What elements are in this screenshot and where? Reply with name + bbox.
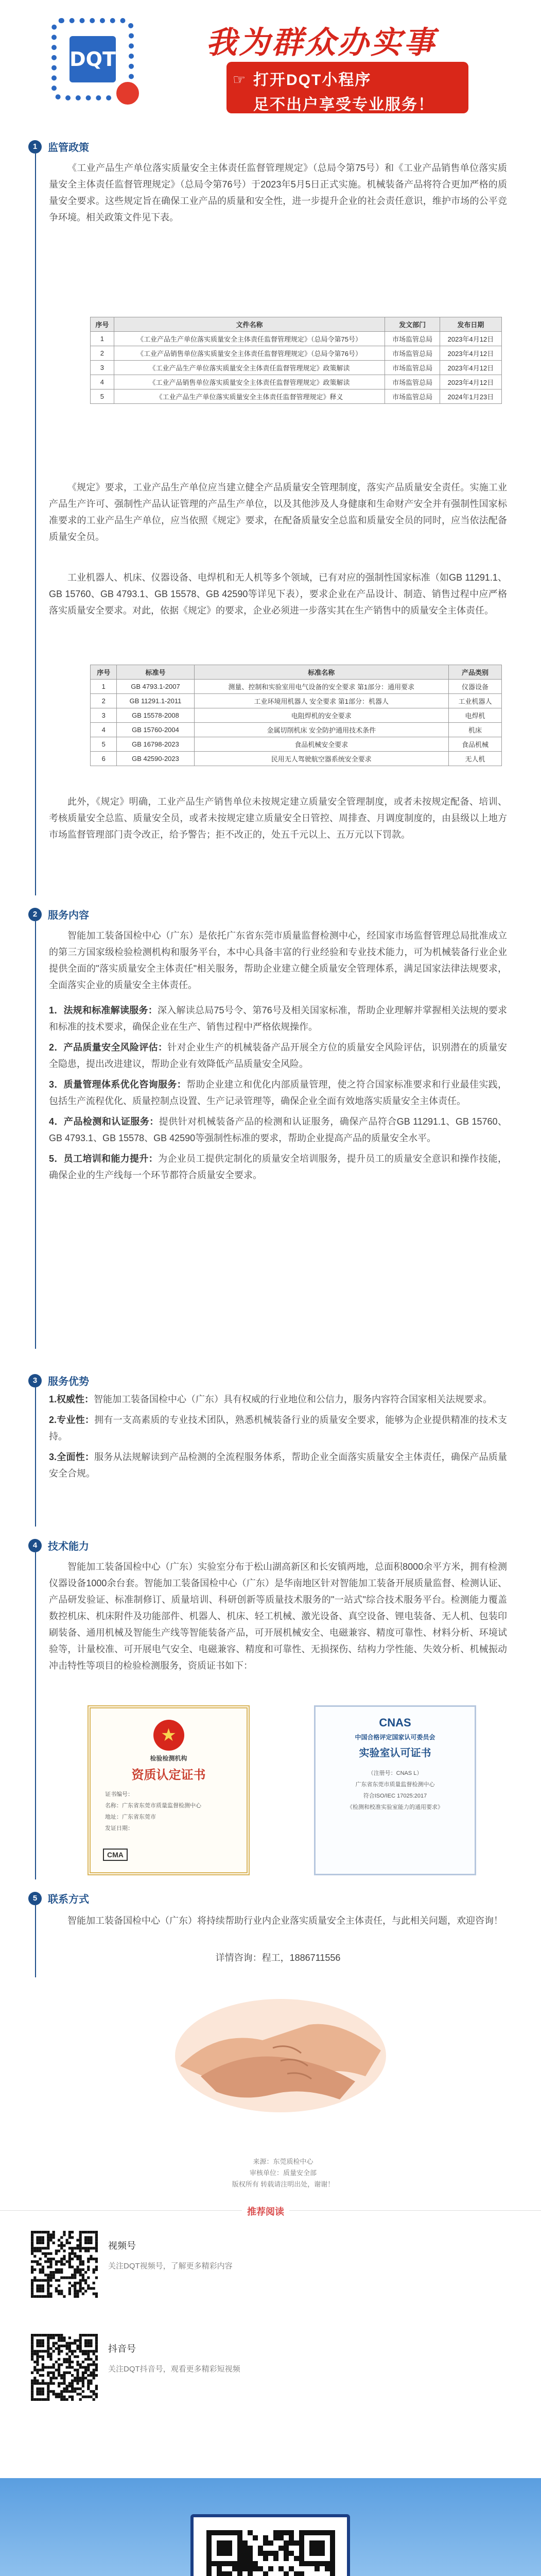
table-row (91, 361, 502, 375)
section-5-title (28, 1891, 89, 1906)
table-cell: 2023年4月12日 (440, 332, 501, 346)
section-heading: 联系方式 (48, 1894, 89, 1905)
contact-person: 详情咨询：程工，1886711556 (215, 1953, 341, 1963)
table-row (91, 346, 502, 361)
logo-dot (114, 80, 141, 107)
table-cell: 4 (91, 375, 114, 389)
table-cell: 金属切削机床 安全防护通用技术条件 (194, 723, 449, 737)
footer-copyright: 版权所有 转载请注明出处，谢谢！ (232, 2180, 335, 2188)
list-item-heading: 3．质量管理体系优化咨询服务： (49, 1079, 187, 1090)
table-cell: 《工业产品生产单位落实质量安全主体责任监督管理规定》释义 (114, 389, 385, 404)
table-cell: 电焊机 (449, 708, 502, 723)
table-cell: 测量、控制和实验室用电气设备的安全要求 第1部分：通用要求 (194, 680, 449, 694)
cnas-certificate (314, 1705, 476, 1875)
section-3-title (28, 1373, 89, 1388)
video-account-qr[interactable] (31, 2231, 98, 2298)
dqt-logo (51, 18, 134, 100)
service-item (49, 1076, 507, 1109)
table-row (91, 389, 502, 404)
list-item-text: 提供针对机械装备产品的检测和认证服务，确保产品符合GB 11291.1、GB 15760、GB 4793.1、GB 15578、GB 42590等强制性标准的要求，帮助企业提高产品的质量安全水平。 (49, 1116, 507, 1143)
list-item-heading: 5．员工培训和能力提升： (49, 1154, 159, 1164)
table-row (91, 737, 502, 752)
header-banner (0, 0, 541, 129)
recommend-title: 推荐阅读 (242, 2205, 289, 2218)
list-item-text: 为企业员工提供定制化的质量安全培训服务，提升员工的质量安全意识和操作技能，确保企业的生产线每一个环节都符合质量安全要求。 (49, 1154, 507, 1180)
article-footer (103, 2156, 463, 2190)
recommend-item-title: 视频号 (108, 2241, 136, 2251)
list-item-heading: 1．法规和标准解读服务： (49, 1005, 158, 1015)
cert-title: 资质认定证书 (131, 1768, 206, 1782)
table-cell: 2024年1月23日 (440, 389, 501, 404)
table-cell: 《工业产品销售单位落实质量安全主体责任监督管理规定》政策解读 (114, 375, 385, 389)
table-cell: 市场监管总局 (385, 346, 440, 361)
recommend-item[interactable] (108, 2239, 510, 2271)
cert-line: 证书编号： (105, 1791, 133, 1798)
service-item (49, 1150, 507, 1183)
table-cell: 电阻焊机的安全要求 (194, 708, 449, 723)
table-cell: 市场监管总局 (385, 389, 440, 404)
section-heading: 技术能力 (48, 1541, 89, 1552)
table-cell: 工业机器人 (449, 694, 502, 708)
divider (35, 154, 36, 895)
list-item-text: 服务从法规解读到产品检测的全流程服务体系，帮助企业全面落实质量安全主体责任，确保产品质量安全合规。 (49, 1452, 507, 1479)
policy-intro: 《工业产品生产单位落实质量安全主体责任监督管理规定》（总局令第75号）和《工业产品销售单位落实质量安全主体责任监督管理规定》（总局令第76号）于2023年5月5日正式实施。机械装备产品将符合更加严格的质量安全要求。这些规定旨在确保工业产品的质量和安全性，进一步提升企业的社会责任意识，维护市场的公平竞争环境。相关政策文件见下表。 (49, 163, 507, 223)
list-item-heading: 4．产品检测和认证服务： (49, 1116, 159, 1127)
table-header-cell: 发布日期 (440, 317, 501, 332)
list-item-heading: 2．产品质量安全风险评估： (49, 1042, 168, 1053)
table-cell: GB 15578-2008 (117, 708, 194, 723)
section-4-title (28, 1538, 89, 1553)
recommend-item-desc: 关注DQT视频号，了解更多精彩内容 (108, 2262, 233, 2270)
table-cell: 《工业产品生产单位落实质量安全主体责任监督管理规定》（总局令第75号） (114, 332, 385, 346)
section-number: 4 (28, 1539, 42, 1552)
table-cell: GB 15760-2004 (117, 723, 194, 737)
cert-line: 《检测和校准实验室能力的通用要求》 (347, 1804, 443, 1810)
cert-line: 发证日期： (105, 1825, 133, 1832)
table-cell: 2 (91, 694, 117, 708)
cta-line2: 足不出户享受专业服务！ (253, 96, 434, 113)
penalty-paragraph: 此外，《规定》明确，工业产品生产销售单位未按规定建立质量安全管理制度，或者未按规定配备、培训、考核质量安全总监、质量安全员，或者未按规定建立质量安全日管控、周排查、月调度制度的，由县级以上地方市场监督管理部门责令改正，给予警告；拒不改正的，处五千元以上、五万元以下罚款。 (49, 796, 507, 840)
table-cell: 3 (91, 708, 117, 723)
table-cell: 3 (91, 361, 114, 375)
table-cell: 食品机械安全要求 (194, 737, 449, 752)
table-row (91, 723, 502, 737)
table-row (91, 694, 502, 708)
table-cell: 2023年4月12日 (440, 375, 501, 389)
footer-review: 审核单位：质量安全部 (249, 2169, 317, 2177)
cert-title: 实验室认可证书 (359, 1748, 431, 1759)
divider (35, 1905, 36, 1977)
table-header-cell: 序号 (91, 317, 114, 332)
table-cell: GB 16798-2023 (117, 737, 194, 752)
list-item-text: 帮助企业建立和优化内部质量管理，使之符合国家标准要求和行业最佳实践，包括生产流程优化、质量控制点设置、生产记录管理等，确保企业全面有效地落实质量安全主体责任。 (49, 1079, 508, 1106)
policy-requirement: 《规定》要求，工业产品生产单位应当建立健全产品质量安全管理制度，落实产品质量安全责任。实施工业产品生产许可、强制性产品认证管理的产品生产单位，以及其他涉及人身健康和生命财产安全并有强制性国家标准要求的工业产品生产单位，应当依照《规定》要求，在配备质量安全总监和质量安全员的同时，应当依法配备质量安全员。 (49, 482, 507, 542)
section-number: 1 (28, 140, 42, 154)
table-cell: GB 42590-2023 (117, 752, 194, 766)
advantage-item (49, 1412, 507, 1445)
table-row (91, 375, 502, 389)
table-cell: 工业环境用机器人 安全要求 第1部分：机器人 (194, 694, 449, 708)
cert-line: 符合ISO/IEC 17025:2017 (363, 1793, 427, 1799)
table-row (91, 708, 502, 723)
table-row (91, 332, 502, 346)
table-cell: GB 4793.1-2007 (117, 680, 194, 694)
handshake-illustration (170, 1989, 391, 2117)
service-item (49, 1113, 507, 1146)
miniprogram-cta[interactable] (226, 62, 468, 113)
table-cell: 5 (91, 389, 114, 404)
list-item-text: 深入解读总局75号令、第76号及相关国家标准，帮助企业理解并掌握相关法规的要求和标准的技术要求，确保企业在生产、销售过程中严格依规操作。 (49, 1005, 507, 1032)
cert-line: （注册号：CNAS L） (368, 1770, 423, 1776)
section-heading: 监管政策 (48, 142, 89, 154)
list-item-text: 智能加工装备国检中心（广东）具有权威的行业地位和公信力，服务内容符合国家相关法规要求。 (94, 1394, 493, 1404)
douyin-qr[interactable] (31, 2334, 98, 2401)
table-cell: 市场监管总局 (385, 332, 440, 346)
service-intro: 智能加工装备国检中心（广东）是依托广东省东莞市质量监督检测中心，经国家市场监督管理总局批准成立的第三方国家级检验检测机构和服务平台，本中心具备丰富的行业经验和专业技术能力，可为机械装备行业企业提供全面的"落实质量安全主体责任"相关服务，帮助企业建立健全质量安全管理体系，满足国家法律法规要求，全面落实企业的质量安全主体责任。 (49, 930, 507, 990)
pointing-hand-icon: ☞ (233, 72, 246, 88)
cert-header: 中国合格评定国家认可委员会 (355, 1734, 435, 1741)
section-number: 2 (28, 908, 42, 921)
logo-letters: DQT (69, 36, 116, 82)
cert-subtitle: 检验检测机构 (150, 1755, 187, 1762)
table-cell: 《工业产品销售单位落实质量安全主体责任监督管理规定》（总局令第76号） (114, 346, 385, 361)
section-1-title (28, 139, 89, 154)
table-header-cell: 发文部门 (385, 317, 440, 332)
table-cell: 4 (91, 723, 117, 737)
cert-lines (91, 1783, 247, 1840)
table-cell: GB 11291.1-2011 (117, 694, 194, 708)
survey-qr-frame (190, 2514, 350, 2576)
list-item-heading: 2.专业性： (49, 1415, 95, 1425)
table-header-cell: 文件名称 (114, 317, 385, 332)
recommend-item-title: 抖音号 (108, 2344, 136, 2354)
table-cell: 《工业产品生产单位落实质量安全主体责任监督管理规定》政策解读 (114, 361, 385, 375)
service-item (49, 1039, 507, 1072)
list-item-heading: 3.全面性： (49, 1452, 95, 1462)
section-number: 5 (28, 1892, 42, 1905)
table-row (91, 752, 502, 766)
table-header-cell: 产品类别 (449, 665, 502, 680)
list-item-text: 针对企业生产的机械装备产品开展全方位的质量安全风险评估，识别潜在的质量安全隐患，提出改进建议，帮助企业有效降低产品质量安全风险。 (49, 1042, 507, 1069)
section-number: 3 (28, 1374, 42, 1387)
table-cell: 机床 (449, 723, 502, 737)
divider (35, 1387, 36, 1527)
policy-table (90, 317, 502, 404)
advantage-list (49, 1391, 507, 1486)
table-cell: 民用无人驾驶航空器系统安全要求 (194, 752, 449, 766)
recommend-item-desc: 关注DQT抖音号，观看更多精彩短视频 (108, 2365, 240, 2374)
table-header-cell: 序号 (91, 665, 117, 680)
table-cell: 6 (91, 752, 117, 766)
list-item-text: 拥有一支高素质的专业技术团队，熟悉机械装备行业的质量安全要求，能够为企业提供精准的技术支持。 (49, 1415, 507, 1442)
table-cell: 1 (91, 680, 117, 694)
table-cell: 1 (91, 332, 114, 346)
cma-certificate (88, 1705, 250, 1875)
table-cell: 市场监管总局 (385, 361, 440, 375)
table-cell: 食品机械 (449, 737, 502, 752)
table-cell: 市场监管总局 (385, 375, 440, 389)
service-list (49, 1002, 507, 1188)
section-heading: 服务优势 (48, 1376, 89, 1387)
table-cell: 5 (91, 737, 117, 752)
tech-capability: 智能加工装备国检中心（广东）实验室分布于松山湖高新区和长安镇两地，总面积8000余平方米，拥有检测仪器设备1000余台套。智能加工装备国检中心（广东）是华南地区针对智能加工装备开展质量监督、检测认证、产品研发验证、标准制修订、质量培训、科研创新等质量技术服务的"一站式"综合技术服务平台。检测能力覆盖数控机床、机床附件及功能部件、机器人、机床、轻工机械、激光设备、真空设备、锂电装备、无人机、包装印刷装备、通用机械及智能生产线等智能装备产品，可开展机械安全、电磁兼容、精度可靠性、材料分析、环境试验等，计量校准、可开展电气安全、电磁兼容、精度和可靠性、无损探伤、结构力学性能、失效分析、机械振动冲击特性等项目的检验检测服务，资质证书如下： (49, 1562, 507, 1671)
cma-mark: CMA (103, 1849, 128, 1861)
table-cell: 无人机 (449, 752, 502, 766)
table-cell: 仪器设备 (449, 680, 502, 694)
table-header-cell: 标准号 (117, 665, 194, 680)
recommend-item[interactable] (108, 2342, 510, 2374)
standards-table (90, 665, 502, 766)
cert-line: 名称：广东省东莞市质量监督检测中心 (105, 1803, 201, 1809)
table-header-cell: 标准名称 (194, 665, 449, 680)
standards-intro: 工业机器人、机床、仪器设备、电焊机和无人机等多个领域，已有对应的强制性国家标准（如GB 11291.1、GB 15760、GB 4793.1、GB 15578、GB 42590等详见下表），要求企业在产品设计、制造、销售过程中应严格落实质量安全要求。对此，依据《规定》的要求，企业必须进一步落实其在生产销售中的质量安全主体责任。 (49, 572, 507, 616)
divider (35, 921, 36, 1349)
cert-line: 地址：广东省东莞市 (105, 1814, 156, 1820)
list-item-heading: 1.权威性： (49, 1394, 94, 1404)
table-cell: 2023年4月12日 (440, 361, 501, 375)
advantage-item (49, 1391, 507, 1408)
cert-line: 广东省东莞市质量监督检测中心 (355, 1782, 435, 1788)
survey-qr[interactable] (206, 2530, 335, 2576)
section-2-title (28, 907, 89, 922)
service-item (49, 1002, 507, 1035)
advantage-item (49, 1449, 507, 1482)
section-heading: 服务内容 (48, 910, 89, 921)
slogan: 我为群众办实事 (206, 25, 437, 60)
contact-intro: 智能加工装备国检中心（广东）将持续帮助行业内企业落实质量安全主体责任，与此相关问题，欢迎咨询！ (67, 1916, 503, 1926)
table-cell: 2023年4月12日 (440, 346, 501, 361)
divider (35, 1552, 36, 1879)
emblem-icon: ★ (153, 1720, 184, 1751)
footer-source: 来源：东莞质检中心 (253, 2158, 313, 2165)
table-cell: 2 (91, 346, 114, 361)
cert-lines (316, 1759, 475, 1821)
cnas-badge: CNAS (379, 1716, 411, 1729)
table-row (91, 680, 502, 694)
cta-line1: 打开DQT小程序 (253, 72, 372, 89)
survey-banner (0, 2478, 541, 2576)
